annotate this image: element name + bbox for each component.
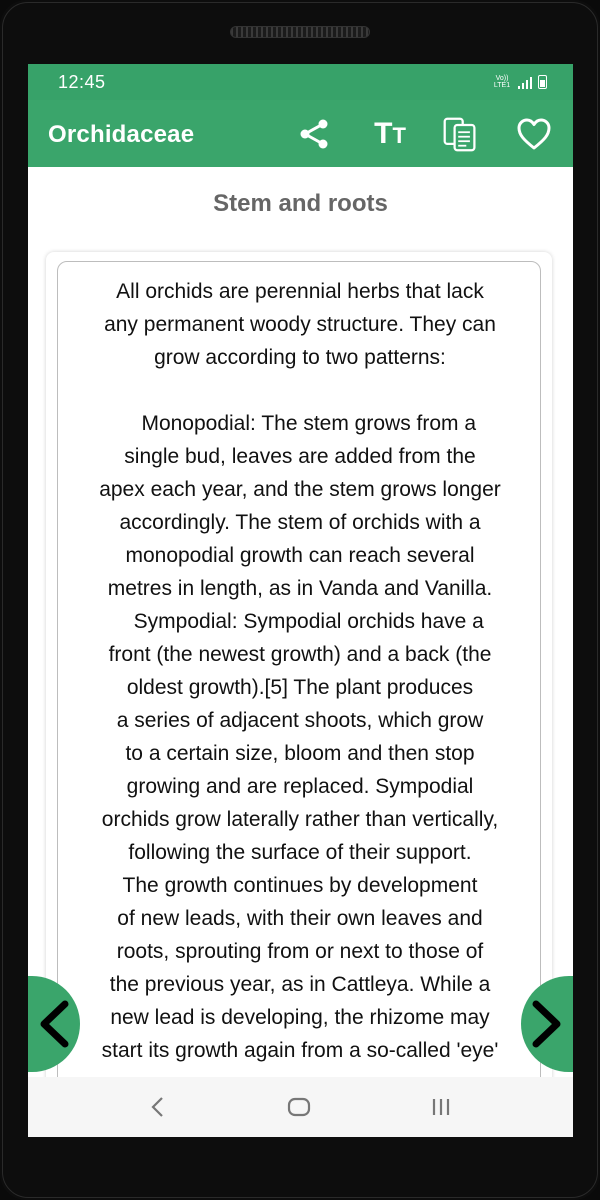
article-card-inner — [57, 261, 541, 1137]
speaker-grille — [230, 26, 370, 38]
home-icon — [287, 1097, 311, 1117]
text-size-big: T — [374, 117, 393, 150]
system-recents-button[interactable] — [426, 1095, 456, 1119]
system-back-button[interactable] — [143, 1095, 173, 1119]
article-text: All orchids are perennial herbs that lack any permanent woody structure. They can grow according to two patterns: Monopodial: The stem grows from a single bud, leaves are added from the apex each year, and the stem grows longer accordingly. The stem of orchids with a monopodial growth can reach several metres in length, as in Vanda and Vanilla. Sympodial: Sympodial orchids have a front (the newest growth) and a back (the oldest growth).[5] The plant produces a series of adjacent shoots, which grow to a certain size, bloom and then stop growing and are replaced. Sympodial orchids grow laterally rather than vertically, following the surface of their support. The growth continues by development of new leads, with their own leaves and roots, sprouting from or next to those of the previous year, as in Cattleya. While a new lead is developing, the rhizome may start its growth again from a so-called 'eye' — [99, 280, 501, 1062]
status-time: 12:45 — [58, 72, 106, 92]
text-size-small: T — [392, 123, 406, 148]
status-bar — [28, 64, 573, 100]
share-icon — [297, 117, 331, 151]
share-button[interactable] — [296, 116, 332, 152]
recents-icon — [430, 1097, 452, 1117]
article-card — [46, 252, 552, 1092]
status-icons — [492, 72, 547, 92]
app-title: Orchidaceae — [48, 121, 195, 148]
back-icon — [150, 1096, 166, 1118]
system-home-button[interactable] — [284, 1095, 314, 1119]
favorite-button[interactable] — [516, 116, 552, 152]
signal-icon — [518, 75, 532, 89]
heart-icon — [516, 117, 552, 151]
screen — [28, 64, 573, 1137]
section-title: Stem and roots — [213, 190, 388, 217]
text-size-button[interactable] — [368, 116, 412, 152]
copy-button[interactable] — [442, 116, 478, 152]
battery-icon — [538, 75, 547, 89]
volte-label-top: Vo)) — [495, 75, 509, 82]
app-bar — [28, 100, 573, 167]
volte-icon — [492, 75, 512, 89]
text-size-icon — [374, 117, 406, 151]
volte-label-bottom: LTE1 — [493, 82, 511, 89]
copy-icon — [442, 114, 478, 154]
chevron-right-icon — [530, 999, 564, 1049]
chevron-left-icon — [37, 999, 71, 1049]
system-navigation-bar — [28, 1077, 573, 1137]
